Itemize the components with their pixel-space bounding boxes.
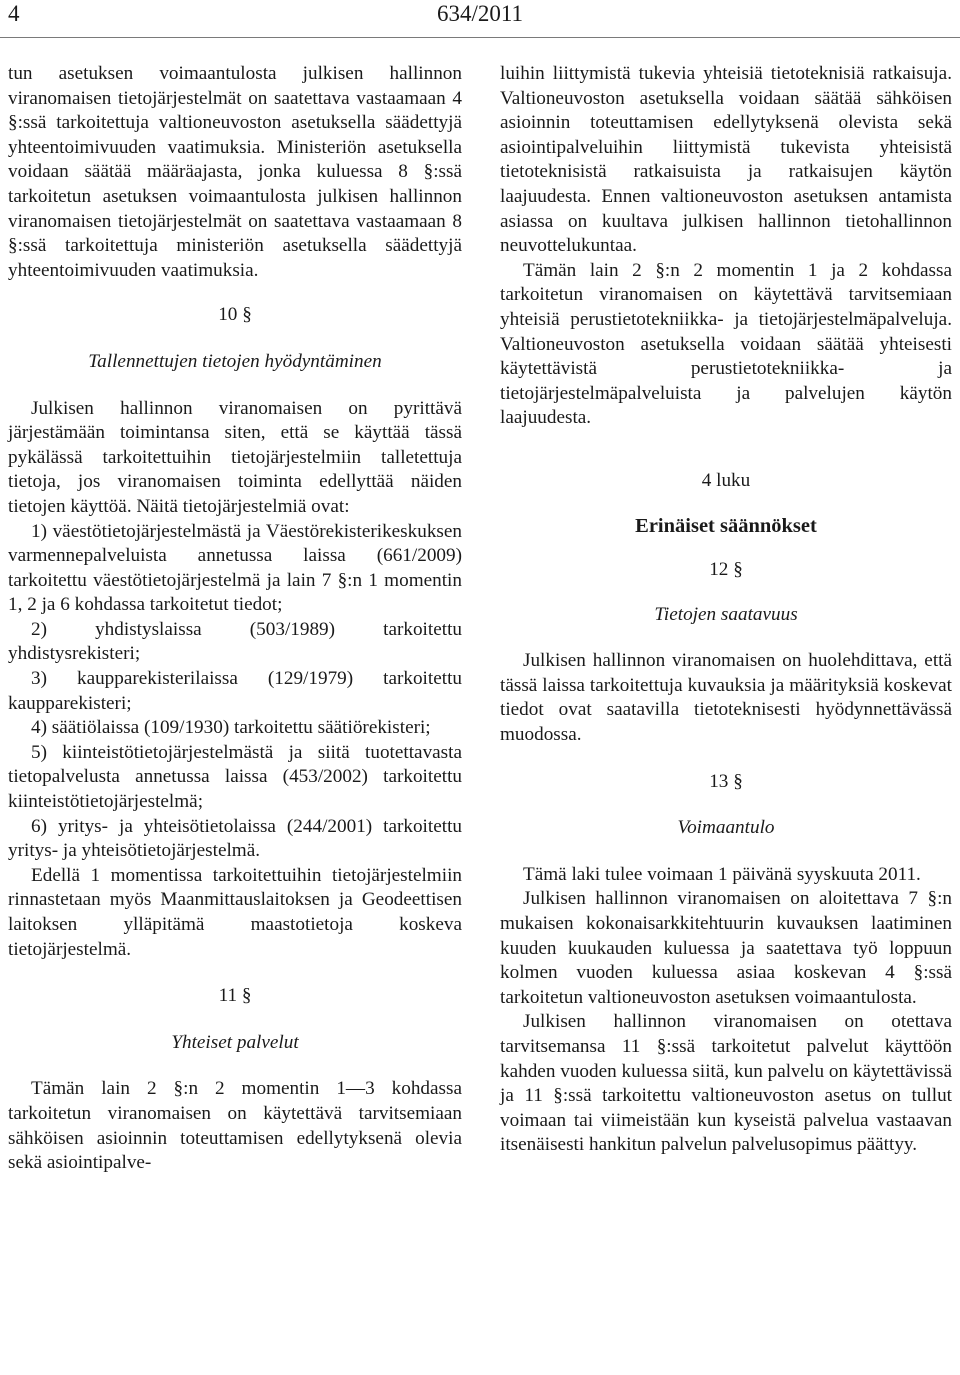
- list-item: 6) yritys- ja yhteisötietolaissa (244/2001) tarkoitettu yritys- ja yhteisötietojärjestelmä.: [8, 815, 462, 862]
- left-column: [8, 62, 462, 1176]
- paragraph: Tämän lain 2 §:n 2 momentin 1 ja 2 kohdassa tarkoitetun viranomaisen on käytettävä tarvitsemiaan yhteisiä perustietotekniikka- ja tietojärjestelmäpalveluja. Valtioneuvoston asetuksella voidaan säätää yhteisesti käytettävistä perustietotekniikka- ja tietojärjestelmäpalveluista ja palvelujen käytön laajuudesta.: [500, 259, 952, 429]
- section-10-title: Tallennettujen tietojen hyödyntäminen: [88, 350, 382, 372]
- section-11-title: Yhteiset palvelut: [171, 1031, 299, 1053]
- header-rule: [0, 37, 960, 38]
- paragraph: Edellä 1 momentissa tarkoitettuihin tietojärjestelmiin rinnastetaan myös Maanmittauslaitoksen ja Geodeettisen laitoksen ylläpitämä maastotietoja koskeva tietojärjestelmä.: [8, 864, 462, 960]
- paragraph: Julkisen hallinnon viranomaisen on huolehdittava, että tässä laissa tarkoitettuja kuvauksia ja määrityksiä koskevat tiedot ovat saatavilla tietoteknisesti hyödynnettävässä muodossa.: [500, 650, 952, 746]
- list-item: 3) kaupparekisterilaissa (129/1979) tarkoitettu kaupparekisteri;: [8, 668, 462, 714]
- list-item: 5) kiinteistötietojärjestelmästä ja siitä tuotettavasta tietopalvelusta annetussa laissa (453/2002) tarkoitettu kiinteistötietojärjestelmä;: [8, 741, 462, 813]
- paragraph: Julkisen hallinnon viranomaisen on pyrittävä järjestämään toimintansa siten, että se käyttää tässä pykälässä tarkoitettuihin tietojärjestelmiin talletettuja tietoja, jos viranomaisen toiminta edellyttää näiden tietojen käyttöä. Näitä tietojärjestelmiä ovat:: [8, 397, 462, 517]
- section-10-number: 10 §: [218, 304, 252, 326]
- section-11-number: 11 §: [218, 985, 252, 1007]
- paragraph: Julkisen hallinnon viranomaisen on otettava tarvitsemansa 11 §:ssä tarkoitetut palvelut käyttöön kahden vuoden kuluessa siitä, kun palvelu on käytettävissä ja 11 §:ssä tarkoitettu valtioneuvoston asetus on tullut voimaan tai viimeistään kun kyseistä palvelua vastaavan itsenäisesti hankitun palvelun palvelusopimus päättyy.: [500, 1011, 952, 1156]
- section-13-number: 13 §: [709, 770, 743, 792]
- list-item: 2) yhdistyslaissa (503/1989) tarkoitettu yhdistysrekisteri;: [8, 618, 462, 665]
- list-item: 4) säätiölaissa (109/1930) tarkoitettu säätiörekisteri;: [31, 717, 431, 739]
- paragraph: Tämä laki tulee voimaan 1 päivänä syyskuuta 2011.: [523, 863, 921, 885]
- page-number: 4: [8, 1, 20, 26]
- paragraph: luihin liittymistä tukevia yhteisiä tietoteknisiä ratkaisuja. Valtioneuvoston asetuksella voidaan säätää sähköisen asioinnin toteuttamisen edellytyksenä olevista sekä asiointipalveluihin liittymistä tukevista yhteisistä tietoteknisistä ratkaisuista ja ratkaisujen käytön laajuudesta. Ennen valtioneuvoston asetuksen antamista asiassa on kuultava julkisen hallinnon tietohallinnon neuvottelukuntaa.: [500, 63, 952, 257]
- right-column: [500, 62, 952, 1158]
- page-header: [0, 0, 960, 36]
- list-item: 1) väestötietojärjestelmästä ja Väestörekisterikeskuksen varmennepalveluista annetussa laissa (661/2009) tarkoitettu väestötietojärjestelmä ja lain 7 §:n 1 momentin 1, 2 ja 6 kohdassa tarkoitetut tiedot;: [8, 520, 462, 616]
- document-id: 634/2011: [436, 1, 524, 26]
- chapter-title: Erinäiset säännökset: [635, 514, 817, 537]
- paragraph: tun asetuksen voimaantulosta julkisen hallinnon viranomaisen tietojärjestelmät on saatettava vastaamaan 4 §:ssä tarkoitettuja valtioneuvoston asetuksella säädettyjä yhteentoimivuuden vaatimuksia. Ministeriön asetuksella voidaan säätää määräajasta, jonka kuluessa 8 §:ssä tarkoitetun asetuksen voimaantulosta julkisen hallinnon viranomaisen tietojärjestelmät on saatettava vastaamaan 8 §:ssä tarkoitettuja ministeriön asetuksella säädettyjä yhteentoimivuuden vaatimuksia.: [8, 63, 462, 281]
- chapter-number: 4 luku: [701, 469, 751, 491]
- paragraph: Tämän lain 2 §:n 2 momentin 1—3 kohdassa tarkoitetun viranomaisen on käytettävä tarvitsemiaan sähköisen asioinnin toteuttamisen edellytyksenä olevia sekä asiointipalve-: [8, 1078, 462, 1174]
- paragraph: Julkisen hallinnon viranomaisen on aloitettava 7 §:n mukaisen kokonaisarkkitehtuurin kuvauksen laatiminen kuuden kuukauden kuluessa ja saatettava työ loppuun kolmen vuoden kuluessa asiaa koskevan 4 §:ssä tarkoitetun valtioneuvoston asetuksen voimaantulosta.: [500, 888, 952, 1008]
- section-12-number: 12 §: [709, 559, 743, 581]
- section-13-title: Voimaantulo: [677, 817, 775, 839]
- section-12-title: Tietojen saatavuus: [654, 603, 798, 625]
